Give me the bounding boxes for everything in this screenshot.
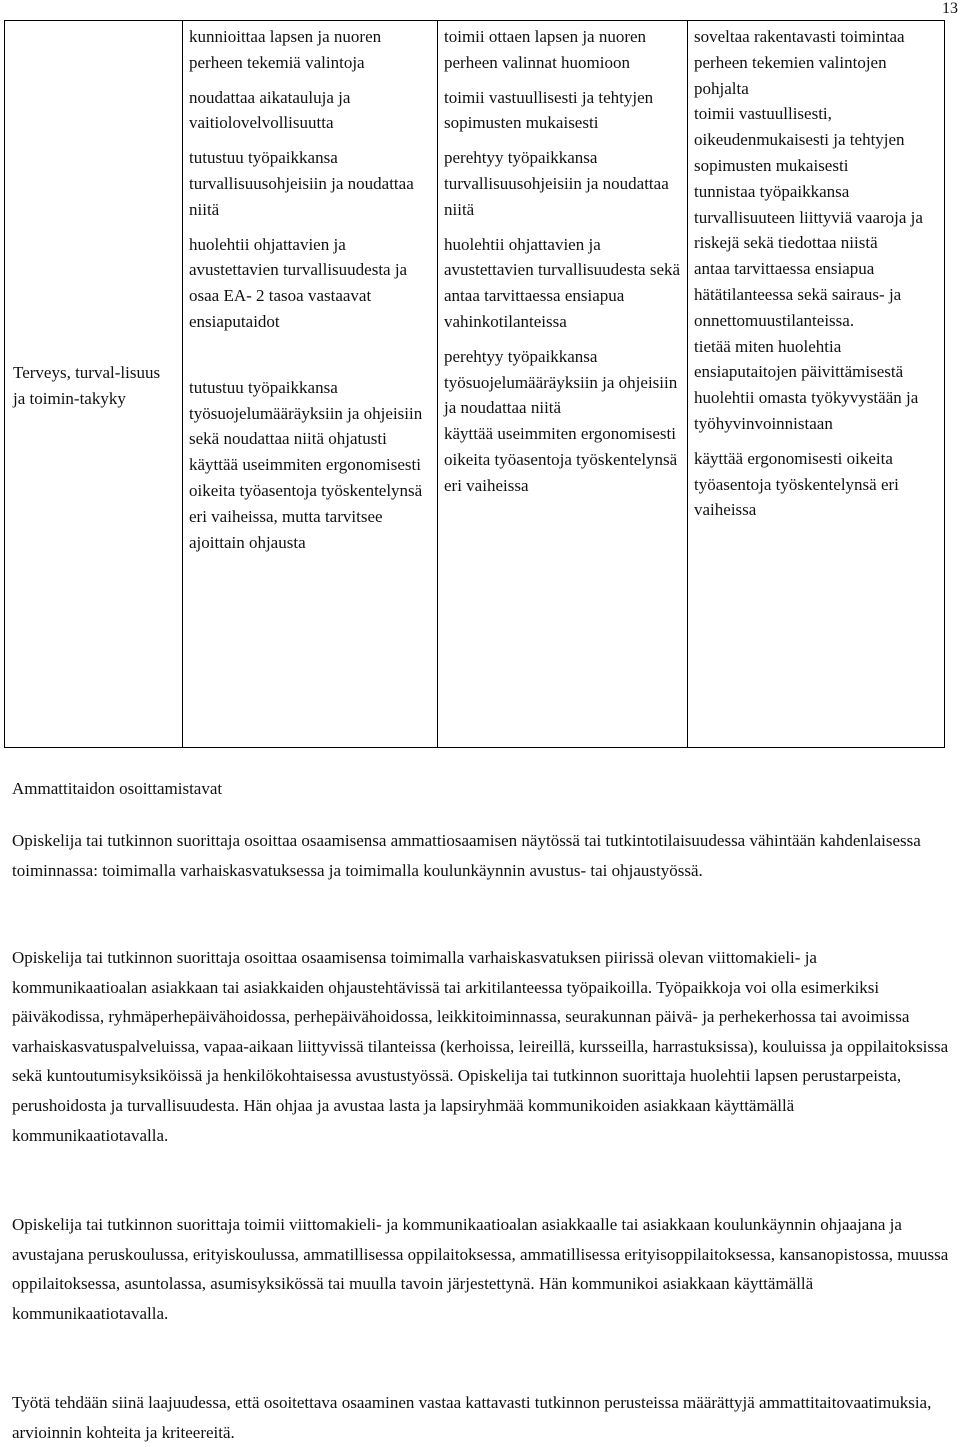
body-paragraph: Opiskelija tai tutkinnon suorittaja osoittaa osaamisensa toimimalla varhaiskasvatuksen piirissä olevan viittomakieli- ja kommunikaatioalan asiakkaan tai asiakkaiden ohjaustehtävissä tai arkitilanteessa työpaikoilla. Työpaikkoja voi olla esimerkiksi päiväkodissa, ryhmäperhepäivähoidossa, perhepäivähoidossa, leikkitoiminnassa, seurakunnan päivä- ja perhekerhossa tai avoimissa varhaiskasvatuspalveluissa, vapaa-aikaan liittyvissä tilanteissa (kerhoissa, leireillä, kursseilla, harrastuksissa), kouluissa ja oppilaitoksissa sekä kuntoutumisyksiköissä ja henkilökohtaisessa avustustyössä. Opiskelija tai tutkinnon suorittaja huolehtii lapsen perustarpeista, perushoidosta ja turvallisuudesta. Hän ohjaa ja avustaa lasta ja lapsiryhmää kommunikoiden asiakkaan käyttämällä kommunikaatiotavalla. xyxy=(12,948,949,1145)
criterion-text: käyttää useimmiten ergonomisesti oikeita työasentoja työskentelynsä eri vaiheissa, mutta tarvitsee ajoittain ohjausta xyxy=(189,455,423,552)
body-paragraph: Opiskelija tai tutkinnon suorittaja toimii viittomakieli- ja kommunikaatioalan asiakkaalle tai asiakkaan koulunkäynnin ohjaajana ja avustajana peruskoulussa, erityiskoulussa, ammatillisessa oppilaitoksessa, ammatillisessa erityisoppilaitoksessa, kansanopistossa, muussa oppilaitoksessa, asuntolassa, asumisyksikössä tai muulla tavoin järjestettynä. Hän kommunikoi asiakkaan käyttämällä kommunikaatiotavalla. xyxy=(12,1215,949,1323)
criterion-text: perehtyy työpaikkansa turvallisuusohjeisiin ja noudattaa niitä xyxy=(444,148,669,219)
criterion-text: kunnioittaa lapsen ja nuoren perheen tekemiä valintoja xyxy=(189,27,382,72)
table-row xyxy=(5,21,945,748)
criterion-text: noudattaa aikatauluja ja vaitiolovelvollisuutta xyxy=(189,87,351,133)
assessment-area-cell xyxy=(5,21,183,748)
body-paragraph: Työtä tehdään siinä laajuudessa, että osoitettava osaaminen vastaa kattavasti tutkinnon perusteissa määrättyjä ammattitaitovaatimuksia, arvioinnin kohteita ja kriteereitä. xyxy=(12,1393,932,1442)
criterion-text: huolehtii omasta työkyvystään ja työhyvinvoinnistaan xyxy=(694,388,919,433)
criterion-text: tutustuu työpaikkansa turvallisuusohjeisiin ja noudattaa niitä xyxy=(189,148,414,219)
criterion-text: käyttää ergonomisesti oikeita työasentoja työskentelynsä eri vaiheissa xyxy=(694,448,899,520)
page-number: 13 xyxy=(942,0,958,17)
criterion-text: antaa tarvittaessa ensiapua hätätilanteessa sekä sairaus- ja onnettomuustilanteissa. xyxy=(694,259,902,330)
criterion-text: huolehtii ohjattavien ja avustettavien turvallisuudesta sekä antaa tarvittaessa ensiapua vahinkotilanteissa xyxy=(444,234,681,331)
criterion-text: soveltaa rakentavasti toimintaa perheen tekemien valintojen pohjalta xyxy=(694,27,905,98)
section-heading: Ammattitaidon osoittamistavat xyxy=(12,779,223,798)
criterion-text: toimii vastuullisesti ja tehtyjen sopimusten mukaisesti xyxy=(444,87,654,133)
criteria-column-excellent xyxy=(688,21,945,748)
criteria-column-satisfactory xyxy=(183,21,438,748)
assessment-area-label: Terveys, turval-lisuus ja toimin-takyky xyxy=(13,362,161,408)
criterion-text: huolehtii ohjattavien ja avustettavien turvallisuudesta ja osaa EA- 2 tasoa vastaavat ensiaputaidot xyxy=(189,234,408,331)
assessment-criteria-table xyxy=(4,20,945,748)
criteria-column-good xyxy=(438,21,688,748)
criterion-text: tietää miten huolehtia ensiaputaitojen päivittämisestä xyxy=(694,336,904,382)
criterion-text: toimii ottaen lapsen ja nuoren perheen valinnat huomioon xyxy=(444,27,647,72)
criterion-text: tutustuu työpaikkansa työsuojelumääräyksiin ja ohjeisiin sekä noudattaa niitä ohjatusti xyxy=(189,377,423,449)
criterion-text: käyttää useimmiten ergonomisesti oikeita työasentoja työskentelynsä eri vaiheissa xyxy=(444,424,678,495)
criterion-text: tunnistaa työpaikkansa turvallisuuteen liittyviä vaaroja ja riskejä sekä tiedottaa niistä xyxy=(694,181,923,253)
criterion-text: toimii vastuullisesti, oikeudenmukaisesti ja tehtyjen sopimusten mukaisesti xyxy=(694,104,905,175)
body-paragraph: Opiskelija tai tutkinnon suorittaja osoittaa osaamisensa ammattiosaamisen näytössä tai tutkintotilaisuudessa vähintään kahdenlaisessa toiminnassa: toimimalla varhaiskasvatuksessa ja toimimalla koulunkäynnin avustus- tai ohjaustyössä. xyxy=(12,831,921,880)
criterion-text: perehtyy työpaikkansa työsuojelumääräyksiin ja ohjeisiin ja noudattaa niitä xyxy=(444,346,678,418)
